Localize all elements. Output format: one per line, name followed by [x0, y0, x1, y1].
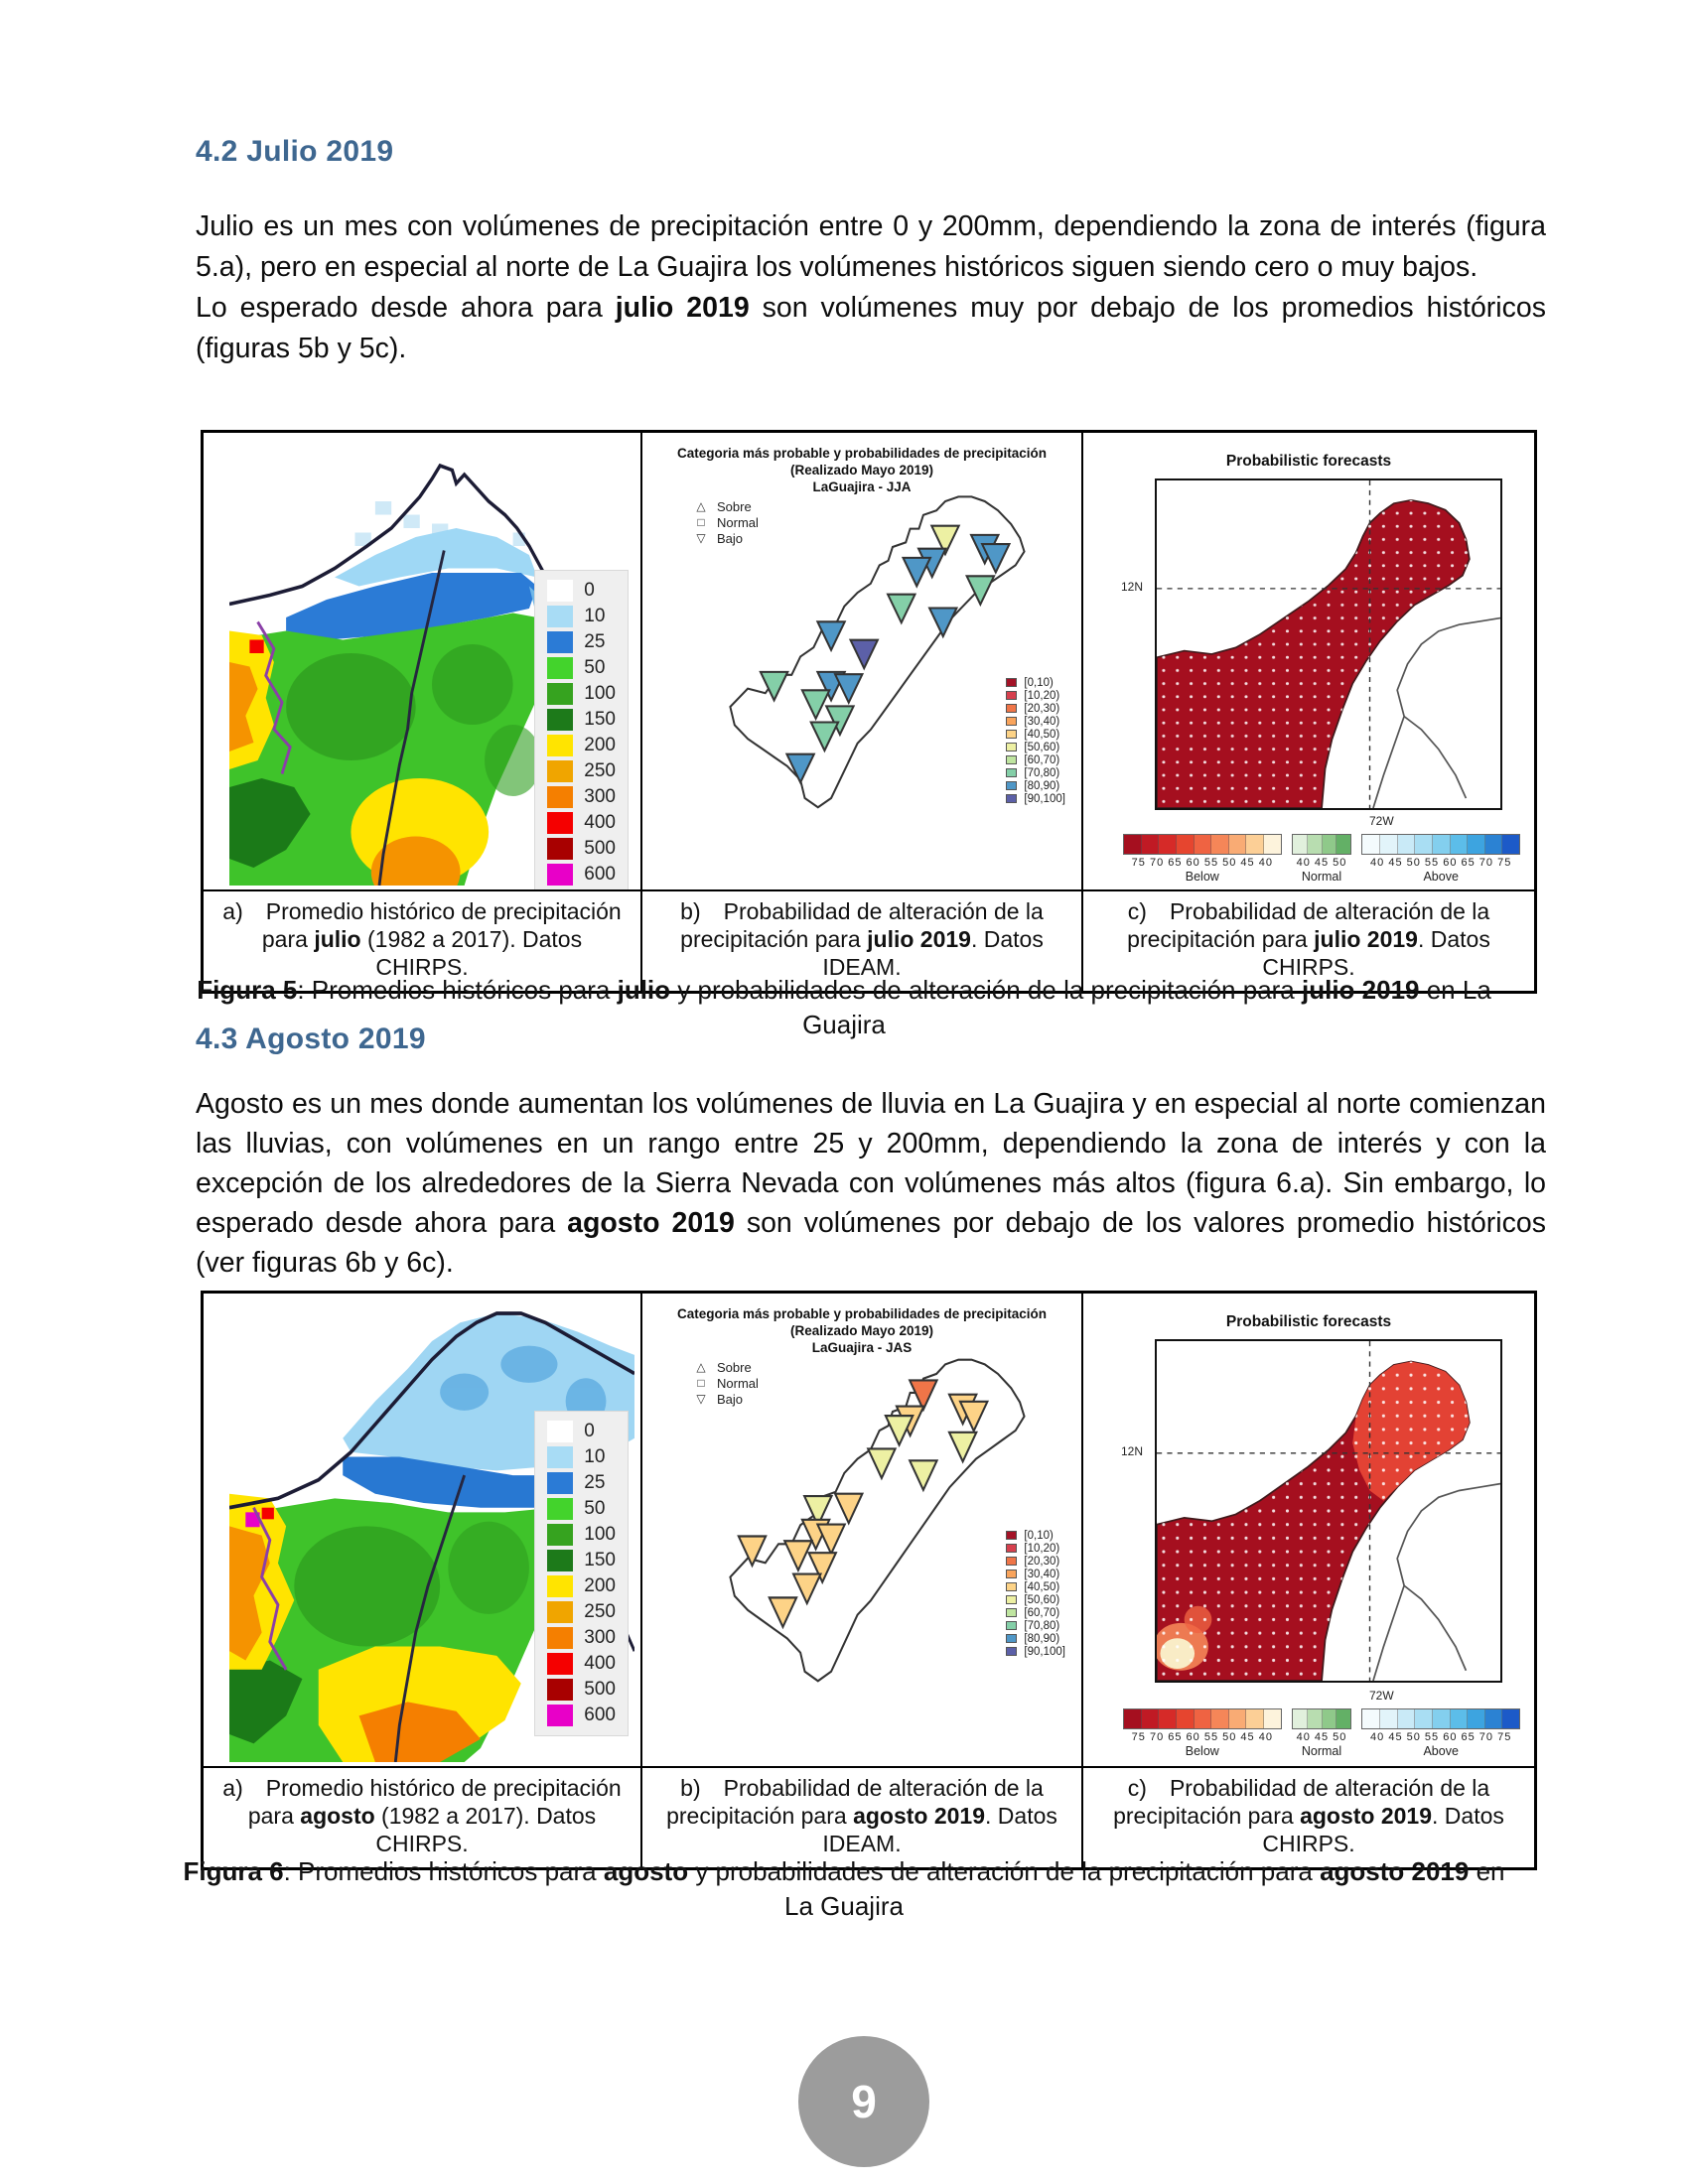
precipitation-color-legend: 0 10 25 50 100 150 200 250 300 400 500 600	[534, 570, 629, 889]
figure6-panel-c-map	[1081, 1294, 1534, 1766]
section-heading-agosto: 4.3 Agosto 2019	[196, 1023, 426, 1055]
panel-b-title: Categoria más probable y probabilidades de precipitación (Realizado Mayo 2019) LaGuajira - JJA	[676, 446, 1048, 494]
paragraph-agosto	[196, 1084, 1546, 1283]
category-symbol-legend: △ Sobre □ Normal ▽ Bajo	[696, 498, 759, 546]
probability-class-legend: [0,10) [10,20) [20,30) [30,40) [40,50) [50,60) [60,70) [70,80) [80,90) [90,100]	[1006, 676, 1065, 805]
figure6-panel-b-map	[640, 1294, 1081, 1766]
figure6-caption-b: b) Probabilidad de alteración de la precipitación para agosto 2019. Datos IDEAM.	[640, 1768, 1081, 1867]
figure6-main-caption: Figura 6: Promedios históricos para agosto y probabilidades de alteración de la precipitación para agosto 2019 en La Guajira	[183, 1856, 1505, 1921]
precipitation-color-legend: 0 10 25 50 100 150 200 250 300 400 500 600	[534, 1411, 629, 1736]
section-heading-julio: 4.2 Julio 2019	[196, 135, 394, 168]
figure5-panel-b-map	[640, 433, 1081, 889]
figure5-caption-a: a) Promedio histórico de precipitación para julio (1982 a 2017). Datos CHIRPS.	[204, 891, 640, 991]
category-triangles	[739, 1380, 988, 1626]
figure5-table	[201, 430, 1537, 994]
forecast-colorbar: 75 70 65 60 55 50 45 40 Below 40 45 50 Normal 40 45 50 55 60 65 70 75 Above	[1123, 834, 1520, 884]
paragraph-julio-1: Julio es un mes con volúmenes de precipitación entre 0 y 200mm, dependiendo la zona de interés (figura 5.a), pero en especial al norte de La Guajira los volúmenes históricos siguen siendo cero o muy bajos.	[196, 210, 1546, 283]
category-triangles	[761, 526, 1010, 783]
figure5-panel-a-map	[204, 433, 640, 889]
latitude-label: 12N	[1121, 1444, 1144, 1458]
paragraph-agosto-1: Agosto es un mes donde aumentan los volúmenes de lluvia en La Guajira y en especial al norte comienzan las lluvias, con volúmenes en un rango entre 25 y 200mm, dependiendo la zona de interés y con la excepción de los alrededores de la Sierra Nevada con volúmenes más altos (figura 6.a). Sin embargo, lo esperado desde ahora para agosto 2019 son volúmenes por debajo de los valores promedio históricos (ver figuras 6b y 6c).	[196, 1088, 1546, 1279]
longitude-label: 72W	[1369, 814, 1394, 828]
figure5-caption-b: b) Probabilidad de alteración de la precipitación para julio 2019. Datos IDEAM.	[640, 891, 1081, 991]
figure6-panel-a-map	[204, 1294, 640, 1766]
paragraph-julio-2: Lo esperado desde ahora para julio 2019 son volúmenes muy por debajo de los promedios históricos (figuras 5b y 5c).	[196, 292, 1546, 364]
longitude-label: 72W	[1369, 1689, 1394, 1703]
figure5-panel-c-map	[1081, 433, 1534, 889]
panel-b-title: Categoria más probable y probabilidades de precipitación (Realizado Mayo 2019) LaGuajira - JAS	[676, 1306, 1048, 1355]
page-number-badge: 9	[798, 2036, 929, 2167]
forecast-plot-box	[1155, 1339, 1502, 1683]
figure6-caption-c: c) Probabilidad de alteración de la precipitación para agosto 2019. Datos CHIRPS.	[1081, 1768, 1534, 1867]
forecast-title: Probabilistic forecasts	[1225, 453, 1392, 470]
paragraph-julio	[196, 206, 1546, 369]
latitude-label: 12N	[1121, 580, 1144, 594]
forecast-map-graphic	[1157, 480, 1500, 808]
category-symbol-legend: △ Sobre □ Normal ▽ Bajo	[696, 1359, 759, 1407]
forecast-plot-box	[1155, 478, 1502, 810]
forecast-map-graphic	[1157, 1341, 1500, 1681]
figure5-caption-c: c) Probabilidad de alteración de la precipitación para julio 2019. Datos CHIRPS.	[1081, 891, 1534, 991]
forecast-title: Probabilistic forecasts	[1225, 1313, 1392, 1330]
figure5-main-caption: Figura 5: Promedios históricos para julio y probabilidades de alteración de la precipitación para julio 2019 en La Guajira	[197, 975, 1491, 1039]
figure6-table	[201, 1291, 1537, 1870]
probability-class-legend: [0,10) [10,20) [20,30) [30,40) [40,50) [50,60) [60,70) [70,80) [80,90) [90,100]	[1006, 1529, 1065, 1658]
forecast-colorbar: 75 70 65 60 55 50 45 40 Below 40 45 50 Normal 40 45 50 55 60 65 70 75 Above	[1123, 1708, 1520, 1758]
figure6-caption-a: a) Promedio histórico de precipitación para agosto (1982 a 2017). Datos CHIRPS.	[204, 1768, 640, 1867]
